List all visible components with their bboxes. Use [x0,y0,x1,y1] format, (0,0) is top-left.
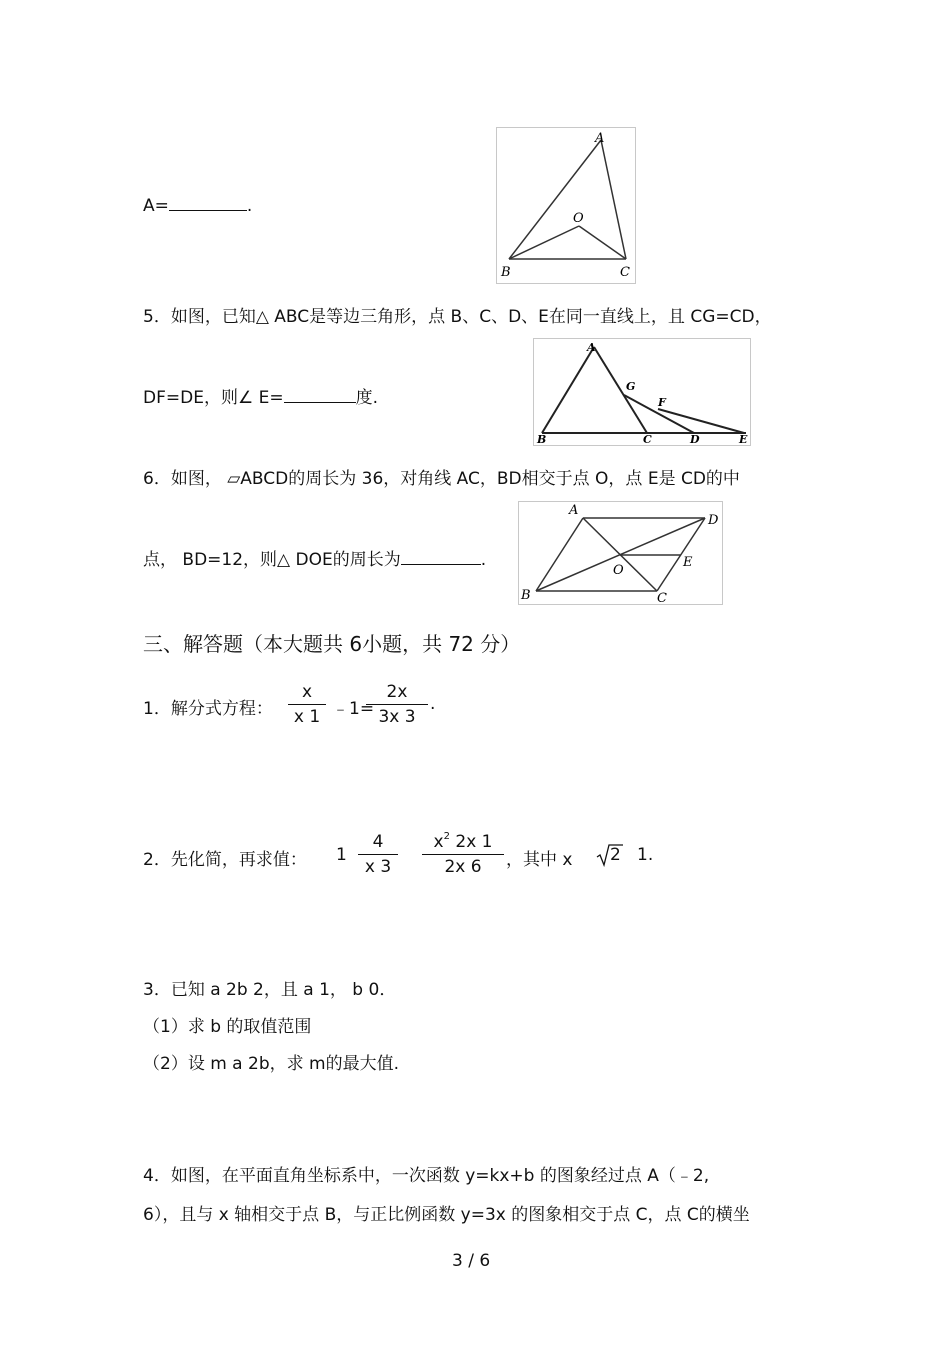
p2-frac2-num-sup: 2 [443,831,450,842]
p3-line3: （2）设 m a 2b，求 m的最大值. [143,1054,399,1074]
figure-equilateral-line [533,338,751,446]
fig1-label-c: C [620,265,630,280]
p3-line1: 3．已知 a 2b 2，且 a 1， b 0． [143,980,397,1000]
p1-suffix: . [430,694,436,714]
fig1-label-a: A [595,131,605,146]
p1-fraction-1 [288,682,326,727]
q5-line2-prefix: DF=DE，则∠ E= [143,388,284,408]
p3-line2: （1）求 b 的取值范围 [143,1017,312,1037]
page-number: 3 / 6 [452,1251,491,1271]
p2-suffix: 1. [637,845,654,865]
q4-blank [169,210,247,211]
p2-frac2-den: 2x 6 [444,857,482,877]
q6-line2-prefix: 点， BD=12，则△ DOE的周长为 [143,550,401,570]
q6-blank [401,564,481,565]
p2-prefix: 2．先化简，再求值： [143,850,307,870]
fig2-label-b: B [537,433,547,445]
fig2-label-e: E [739,433,748,445]
q6-line2-suffix: . [480,550,487,570]
p1-frac2-den: 3x 3 [378,707,416,727]
fig3-label-d: D [708,513,719,528]
q4-prefix: A= [143,196,169,216]
q6-line1: 6．如图， ▱ABCD的周长为 36，对角线 AC，BD相交于点 O，点 E是 CD的中 [143,469,740,489]
p2-frac1-den: x 3 [364,857,392,877]
fig2-label-c: C [643,433,652,445]
p2-sqrt-value: 2 [610,845,621,865]
fig3-label-c: C [657,591,667,604]
p2-middle: ，其中 x [506,850,573,870]
fig3-label-e: E [683,555,693,570]
p1-prefix: 1．解分式方程： [143,699,273,719]
q5-line2-suffix: 度. [355,388,378,408]
fig3-label-a: A [569,503,579,518]
fig2-label-f: F [658,396,666,409]
q5-blank [284,402,356,403]
p2-one: 1 [336,845,347,865]
p4-line2: 6），且与 x 轴相交于点 B，与正比例函数 y=3x 的图象相交于点 C，点 C的横坐 [143,1205,750,1225]
fig2-label-a: A [587,341,596,354]
p2-fraction-2 [422,832,504,877]
q5-line2 [143,383,378,408]
figure-parallelogram [518,501,723,605]
fig2-label-d: D [690,433,700,445]
p2-frac2-num-rest: 2x 1 [449,832,493,852]
fig1-label-o: O [573,211,584,226]
p2-fraction-1 [358,832,398,877]
section-title: 三、解答题（本大题共 6小题，共 72 分） [143,632,521,656]
p4-line1: 4．如图，在平面直角坐标系中，一次函数 y=kx+b 的图象经过点 A（﹣2, [143,1166,710,1186]
q4-suffix: . [246,196,253,216]
q4-answer-line [143,196,252,216]
p1-fraction-2 [366,682,428,727]
fig1-label-b: B [501,265,511,280]
p1-middle: ﹣1= [332,699,375,719]
p2-frac2-num-x: x [433,832,444,852]
p1-frac1-num: x [301,682,313,702]
p1-frac1-den: x 1 [293,707,321,727]
figure-triangle-o [496,127,636,284]
p2-frac1-num: 4 [372,832,384,852]
fig2-label-g: G [626,380,636,393]
p1-frac2-num: 2x [386,682,408,702]
fig3-label-b: B [521,588,531,603]
fig3-label-o: O [613,563,624,578]
q5-line1: 5．如图，已知△ ABC是等边三角形，点 B、C、D、E在同一直线上，且 CG=CD， [143,307,772,327]
q6-line2 [143,545,486,570]
